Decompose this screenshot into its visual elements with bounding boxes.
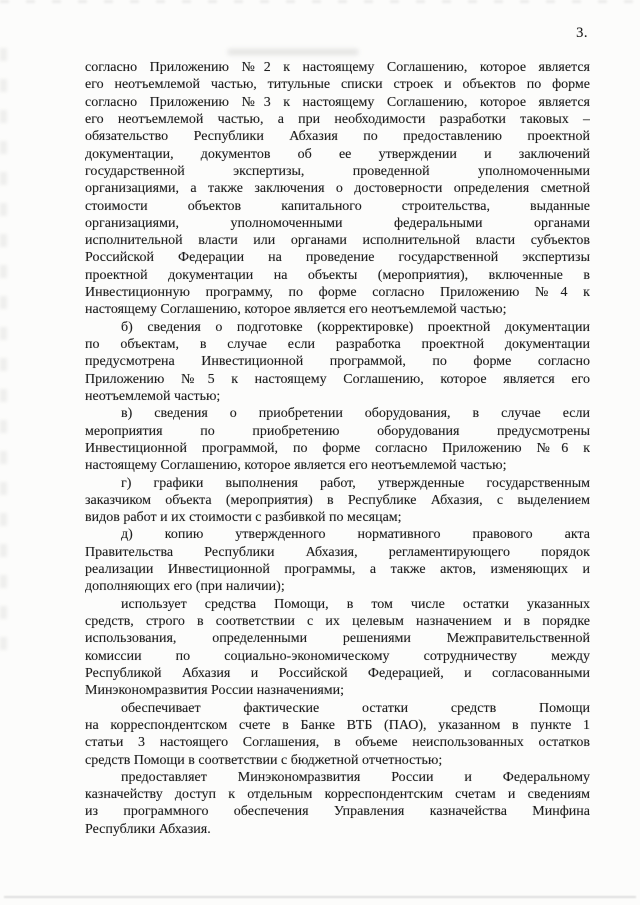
text-line: согласно Приложению №3 к настоящему Соглашению, которое является	[85, 94, 590, 110]
text-line: г) графики выполнения работ, утвержденные государственным	[121, 475, 590, 491]
text-line: из программного обеспечения Управления казначейства Минфина	[85, 804, 590, 820]
text-line: статьи 3 настоящего Соглашения, в объеме неиспользованных остатков	[85, 735, 590, 751]
text-line: средств Помощи в соответствии с бюджетной отчетностью;	[85, 752, 443, 768]
paragraph	[85, 319, 590, 406]
scan-noise-left-edge	[0, 48, 7, 658]
text-line: Минэкономразвития России назначениями;	[85, 683, 345, 699]
text-line: настоящему Соглашению, которое является его неотъемлемой частью;	[85, 302, 507, 318]
text-line: комиссии по социально-экономическому сотрудничеству между	[85, 648, 590, 664]
text-line: Республики Абхазия.	[85, 821, 211, 837]
text-line: мероприятия по приобретению оборудования предусмотрены	[85, 423, 590, 439]
text-line: д) копию утвержденного нормативного правового акта	[121, 527, 590, 543]
text-line: обязательство Республики Абхазия по предоставлению проектной	[85, 129, 590, 145]
text-line: использования, определенными решениями Межправительственной	[85, 631, 590, 647]
text-line: исполнительной власти или органами исполнительной власти субъектов	[85, 233, 590, 249]
text-line: документации, документов об ее утверждении и заключений	[85, 146, 590, 162]
text-line: видов работ и их стоимости с разбивкой по месяцам;	[85, 510, 402, 526]
text-line: казначейству доступ к отдельным корреспондентским счетам и сведениям	[85, 787, 590, 803]
text-line: в) сведения о приобретении оборудования, в случае если	[121, 406, 590, 422]
text-block	[85, 59, 590, 838]
paragraph	[85, 596, 590, 700]
text-line: Российской Федерации на проведение государственной экспертизы	[85, 250, 590, 266]
text-line: Правительства Республики Абхазия, регламентирующего порядок	[85, 544, 590, 560]
scan-noise-top-edge	[0, 0, 640, 3]
paragraph	[85, 59, 590, 319]
text-line: предусмотрена Инвестиционной программой, по форме согласно	[85, 354, 590, 370]
paragraph	[85, 405, 590, 474]
text-line: по объектам, в случае если разработка проектной документации	[85, 337, 590, 352]
text-line: организациями, уполномоченными федеральными органами	[85, 215, 590, 231]
paragraph	[85, 526, 590, 595]
text-line: проектной документации на объекты (мероприятия), включенные в	[85, 267, 590, 283]
text-line: Приложению №5 к настоящему Соглашению, которое является его	[85, 371, 590, 387]
text-line: Республикой Абхазия и Российской Федерацией, и согласованными	[85, 665, 590, 681]
text-line: организациями, а также заключения о достоверности определения сметной	[85, 181, 590, 197]
text-line: б) сведения о подготовке (корректировке) проектной документации	[121, 319, 590, 335]
paragraph	[85, 769, 590, 838]
page-number: 3.	[576, 25, 588, 41]
text-line: стоимости объектов капитального строительства, выданные	[85, 198, 590, 214]
text-line: настоящему Соглашению, которое является его неотъемлемой частью;	[85, 458, 507, 474]
text-line: заказчиком объекта (мероприятия) в Республике Абхазия, с выделением	[85, 492, 590, 508]
paragraph	[85, 475, 590, 527]
text-line: его неотъемлемой частью, титульные списки строек и объектов по форме	[85, 77, 590, 93]
text-line: Инвестиционную программу, по форме согласно Приложению №4 к	[85, 285, 590, 301]
text-line: дополняющих его (при наличии);	[85, 579, 285, 595]
scan-smudge	[228, 49, 358, 55]
paragraph	[85, 700, 590, 769]
text-line: Инвестиционной программой, по форме согласно Приложению №6 к	[85, 440, 590, 456]
text-line: его неотъемлемой частью, а при необходимости разработки таковых –	[85, 111, 590, 127]
text-line: реализации Инвестиционной программы, а также актов, изменяющих и	[85, 562, 590, 578]
text-line: предоставляет Минэкономразвития России и Федеральному	[121, 769, 590, 785]
text-line: средств, строго в соответствии с их целевым назначением и в порядке	[85, 614, 590, 629]
text-line: неотъемлемой частью;	[85, 388, 221, 404]
text-line: на корреспондентском счете в Банке ВТБ (ПАО), указанном в пункте 1	[85, 717, 590, 733]
text-line: обеспечивает фактические остатки средств Помощи	[121, 700, 590, 716]
text-line: согласно Приложению №2 к настоящему Соглашению, которое является	[85, 60, 590, 75]
text-line: использует средства Помощи, в том числе остатки указанных	[121, 596, 590, 612]
scan-noise-bottom-line	[4, 896, 636, 898]
text-line: государственной экспертизы, проведенной уполномоченными	[85, 163, 590, 179]
